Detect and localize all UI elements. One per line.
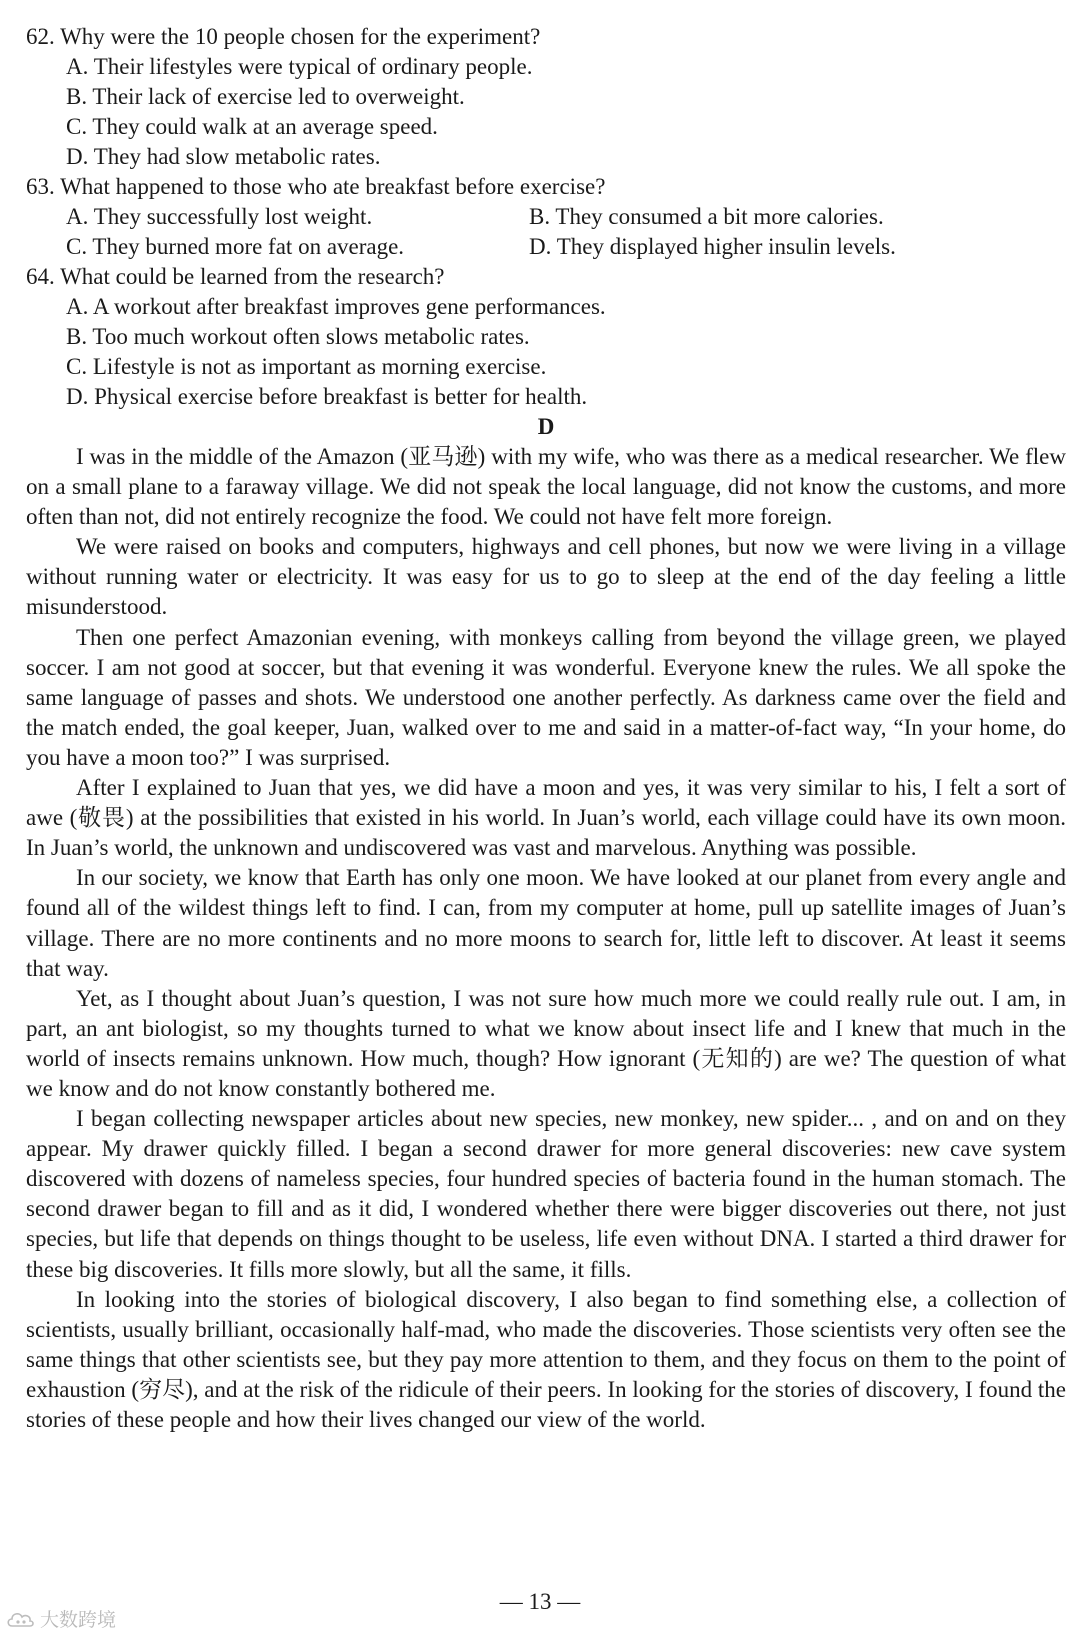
option-b: B. They consumed a bit more calories. [529,204,884,229]
question-63 [26,172,1066,262]
cloud-logo-icon [6,1608,36,1630]
passage-paragraph: In looking into the stories of biological discovery, I also began to find something else, a collection of scientists, usually brilliant, occasionally half-mad, who made the discoveries. Those scientists very often see the same things that other scientists see, but they pay more attention to them, and they focus on them to the point of exhaustion (穷尽), and at the risk of the ridicule of their peers. In looking for the stories of discovery, I found the stories of these people and how their lives changed our view of the world. [26,1286,1066,1432]
watermark-text: 大数跨境 [40,1609,117,1631]
section-heading: D [537,414,555,439]
passage-paragraph: Then one perfect Amazonian evening, with monkeys calling from beyond the village green, we played soccer. I am not good at soccer, but that evening it was wonderful. Everyone knew the rules. We all spoke the same language of passes and shots. We understood one another perfectly. As darkness came over the field and the match ended, the goal keeper, Juan, walked over to me and said in a matter-of-fact way, “In your home, do you have a moon too?” I was surprised. [26,624,1066,770]
question-stem: 64. What could be learned from the research? [26,264,445,289]
option-d: D. They had slow metabolic rates. [66,144,381,169]
option-d: D. Physical exercise before breakfast is better for health. [66,384,588,409]
option-b: B. Too much workout often slows metabolic rates. [66,324,530,349]
question-62 [26,22,1066,172]
question-64 [26,262,1066,412]
passage-paragraph: I was in the middle of the Amazon (亚马逊) with my wife, who was there as a medical researcher. We flew on a small plane to a faraway village. We did not speak the local language, did not know the customs, and more often than not, did not entirely recognize the food. We could not have felt more foreign. [26,444,1066,530]
passage-paragraph: In our society, we know that Earth has only one moon. We have looked at our planet from every angle and found all of the wildest things left to find. I can, from my computer at home, pull up satellite images of Juan’s village. There are no more continents and no more moons to search for, little left to discover. At least it seems that way. [26,865,1066,981]
passage-paragraph: I began collecting newspaper articles about new species, new monkey, new spider... , and on and on they appear. My drawer quickly filled. I began a second drawer for more general discoveries: new cave system discovered with dozens of nameless species, four hundred species of bacteria found in the human stomach. The second drawer began to fill and as it did, I wondered whether there were bigger discoveries out there, not just species, but life that depends on things thought to be useless, life even without DNA. I started a third drawer for these big discoveries. It fills more slowly, but all the same, it fills. [26,1106,1066,1282]
option-b: B. Their lack of exercise led to overweight. [66,84,465,109]
option-a: A. They successfully lost weight. [66,204,373,229]
passage-paragraph: Yet, as I thought about Juan’s question, I was not sure how much more we could really rule out. I am, in part, an ant biologist, so my thoughts turned to what we know about insect life and I knew that much in the world of insects remains unknown. How much, though? How ignorant (无知的) are we? The question of what we know and do not know constantly bothered me. [26,985,1066,1101]
question-stem: 62. Why were the 10 people chosen for the experiment? [26,24,541,49]
option-a: A. Their lifestyles were typical of ordinary people. [66,54,533,79]
passage-paragraph: After I explained to Juan that yes, we did have a moon and yes, it was very similar to his, I felt a sort of awe (敬畏) at the possibilities that existed in his world. In Juan’s world, each village could have its own moon. In Juan’s world, the unknown and undiscovered was vast and marvelous. Anything was possible. [26,775,1066,861]
question-stem: 63. What happened to those who ate breakfast before exercise? [26,174,606,199]
reading-passage [26,442,1066,1435]
option-c: C. Lifestyle is not as important as morning exercise. [66,354,547,379]
option-c: C. They could walk at an average speed. [66,114,438,139]
page-number: — 13 — [499,1589,581,1614]
watermark-brand [6,1605,116,1632]
option-d: D. They displayed higher insulin levels. [529,234,896,259]
exam-page [26,22,1066,1435]
option-a: A. A workout after breakfast improves gene performances. [66,294,606,319]
passage-paragraph: We were raised on books and computers, highways and cell phones, but now we were living in a village without running water or electricity. It was easy for us to go to sleep at the end of the day feeling a little misunderstood. [26,534,1066,620]
option-row [26,202,1066,232]
option-c: C. They burned more fat on average. [66,234,405,259]
option-row [26,232,1066,262]
